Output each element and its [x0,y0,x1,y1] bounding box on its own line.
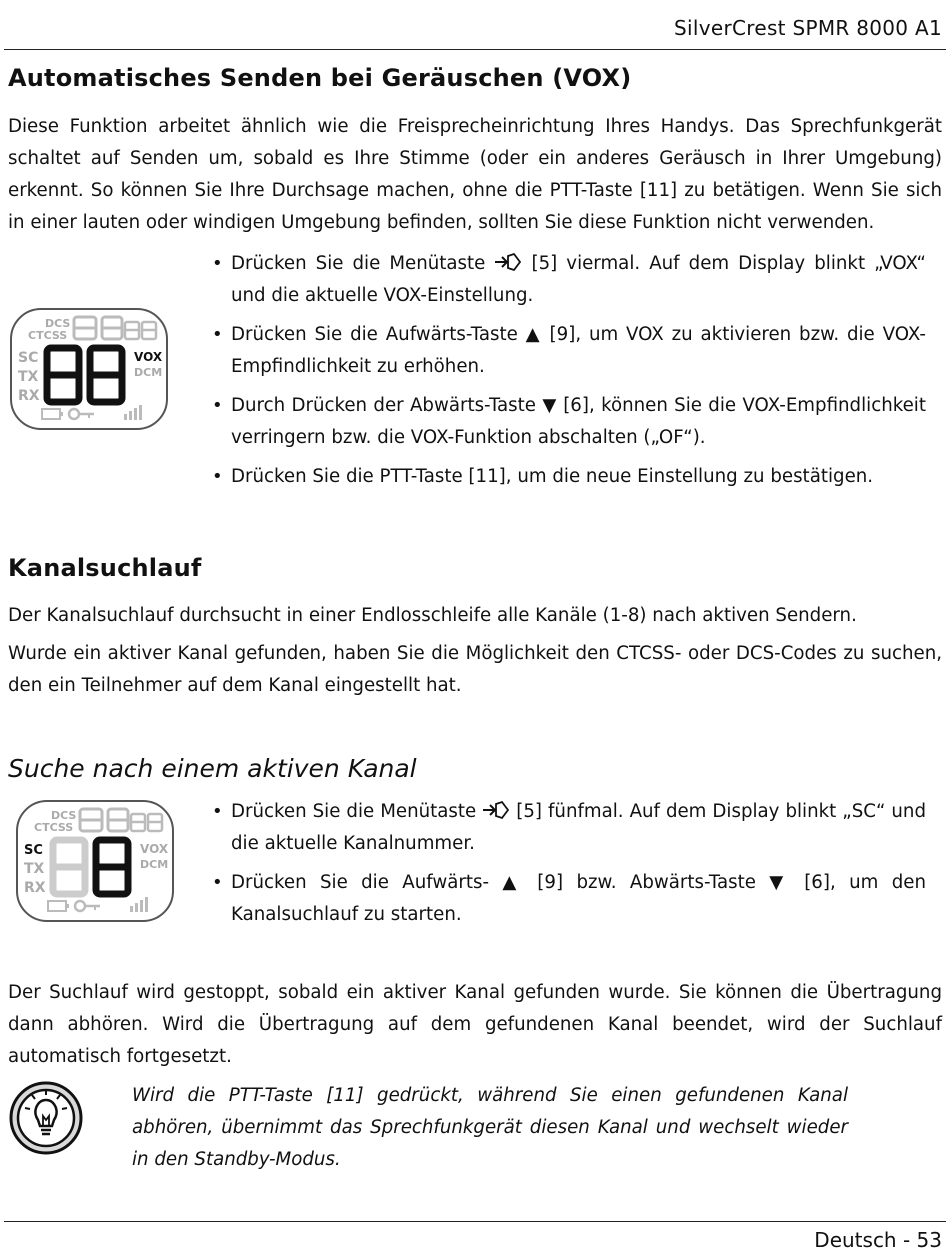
lcd-label-dcm: DCM [140,858,169,871]
list-item-text: Durch Drücken der Abwärts-Taste ▼ [6], können Sie die VOX-Empfindlichkeit verringern bzw. die VOX-Funktion abschalten („OF“). [231,395,926,448]
lcd-label-dcs: DCS [45,317,71,330]
vox-instructions-list [210,248,926,501]
list-item [210,461,926,493]
lcd-label-ctcss: CTCSS [28,329,68,342]
scan-instructions-list [210,796,926,938]
scan-paragraph-2: Wurde ein aktiver Kanal gefunden, haben Sie die Möglichkeit den CTCSS- oder DCS-Codes zu suchen, den ein Teilnehmer auf dem Kanal eingestellt hat. [8,643,942,696]
footer-divider [4,1221,946,1222]
section-heading-vox: Automatisches Senden bei Geräuschen (VOX) [8,64,632,92]
menu-key-icon [482,800,510,820]
list-item-text: Drücken Sie die Aufwärts-Taste ▲ [9], um VOX zu aktivieren bzw. die VOX-Empfindlichkeit zu erhöhen. [231,324,926,377]
lcd-label-rx: RX [24,880,46,896]
list-item [210,248,926,311]
lcd-label-vox: VOX [140,842,169,856]
lightbulb-icon [8,1080,84,1156]
vox-intro-paragraph: Diese Funktion arbeitet ähnlich wie die Freisprecheinrichtung Ihres Handys. Das Sprechfunkgerät schaltet auf Senden um, sobald es Ihre Stimme (oder ein anderes Geräusch in Ihrer Umgebung) erkennt. So können Sie Ihre Durchsage machen, ohne die PTT-Taste [11] zu betätigen. Wenn Sie sich in einer lauten oder windigen Umgebung befinden, sollten Sie diese Funktion nicht verwenden. [8,116,942,233]
list-item-text: Drücken Sie die PTT-Taste [11], um die neue Einstellung zu bestätigen. [231,466,874,487]
header-title: SilverCrest SPMR 8000 A1 [674,16,942,40]
tip-note: Wird die PTT-Taste [11] gedrückt, während Sie einen gefundenen Kanal abhören, übernimmt das Sprechfunkgerät diesen Kanal und wechselt wieder in den Standby-Modus. [132,1085,848,1170]
lcd-label-rx: RX [18,388,40,404]
lcd-label-ctcss: CTCSS [34,821,74,834]
list-item [210,319,926,382]
list-item [210,796,926,859]
footer-page-number: Deutsch - 53 [814,1228,942,1252]
list-item-text: Drücken Sie die Menütaste [231,801,477,822]
lcd-label-sc: SC [18,350,39,366]
menu-key-icon [494,252,522,272]
lcd-label-dcm: DCM [134,366,163,379]
list-item-text: Drücken Sie die Menütaste [231,253,486,274]
lcd-label-vox: VOX [134,350,163,364]
scan-stop-paragraph: Der Suchlauf wird gestoppt, sobald ein aktiver Kanal gefunden wurde. Sie können die Übertragung dann abhören. Wird die Übertragung auf dem gefundenen Kanal beendet, wird der Suchlauf automatisch fortgesetzt. [8,982,942,1067]
list-item [210,390,926,453]
lcd-display-vox-illustration [8,306,170,432]
section-heading-active-channel: Suche nach einem aktiven Kanal [8,754,417,783]
header-divider [4,49,946,50]
lcd-label-tx: TX [24,861,45,877]
lcd-label-tx: TX [18,369,39,385]
list-item-text: [5] viermal. Auf dem Display blinkt „VOX“ und die aktuelle VOX-Einstellung. [231,253,926,306]
section-heading-scan: Kanalsuchlauf [8,554,202,582]
lcd-label-dcs: DCS [51,809,77,822]
lcd-display-scan-illustration [14,798,176,924]
scan-paragraph-1: Der Kanalsuchlauf durchsucht in einer Endlosschleife alle Kanäle (1-8) nach aktiven Sendern. [8,605,857,626]
list-item-text: [5] fünfmal. Auf dem Display blinkt „SC“ und die aktuelle Kanalnummer. [231,801,926,854]
lcd-label-sc: SC [24,843,43,858]
list-item [210,867,926,930]
list-item-text: Drücken Sie die Aufwärts- ▲ [9] bzw. Abwärts-Taste ▼ [6], um den Kanalsuchlauf zu starten. [231,872,926,925]
